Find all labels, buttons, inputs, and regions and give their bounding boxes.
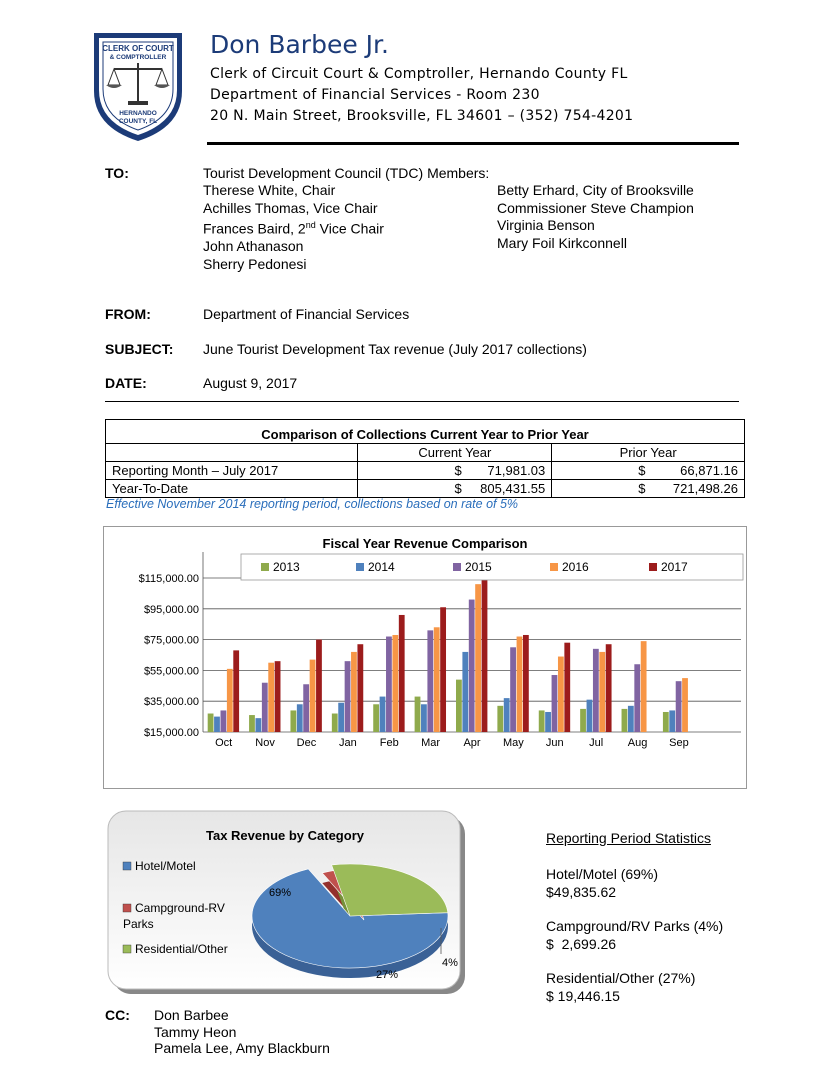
letterhead-divider: [207, 142, 739, 145]
legend-label: 2015: [465, 560, 492, 574]
pie-legend-swatch: [123, 862, 131, 870]
pie-label: 27%: [375, 969, 399, 981]
table-row: [106, 462, 745, 480]
pie-label: 4%: [442, 957, 458, 969]
y-tick-label: $115,000.00: [138, 573, 199, 585]
bar-2016-Jan: [351, 652, 357, 732]
member: Therese White, Chair: [203, 182, 336, 198]
bar-2015-Mar: [427, 630, 433, 732]
comparison-title: Comparison of Collections Current Year to Prior Year: [106, 420, 745, 444]
bar-2014-Jul: [587, 700, 593, 732]
table-row: [106, 480, 745, 498]
y-tick-label: $35,000.00: [143, 696, 199, 709]
cc-label: CC:: [105, 1007, 130, 1023]
prior-cell: $ 721,498.26: [552, 480, 745, 498]
bar-2015-Sep: [676, 681, 682, 732]
bar-2017-Oct: [233, 650, 239, 732]
bar-2016-Oct: [227, 669, 233, 732]
bar-2015-Aug: [634, 664, 640, 732]
from-value: Department of Financial Services: [203, 306, 410, 322]
stat-value: $ 19,446.15: [546, 987, 620, 1004]
stat-value: $ 2,699.26: [546, 935, 617, 952]
legend-label: 2016: [562, 560, 589, 574]
bar-2016-Nov: [268, 663, 274, 732]
bar-2014-Aug: [628, 706, 634, 732]
bar-2017-Nov: [275, 661, 281, 732]
row-label: Reporting Month – July 2017: [106, 462, 358, 480]
stat-residential: [546, 970, 695, 1005]
bar-2016-Aug: [641, 641, 647, 732]
legend-swatch: [550, 563, 558, 571]
legend-swatch: [261, 563, 269, 571]
clerk-name: Don Barbee Jr.: [210, 30, 389, 59]
bar-2017-Jun: [564, 643, 570, 732]
stats-heading: Reporting Period Statistics: [546, 830, 711, 846]
bar-2014-Oct: [214, 717, 220, 732]
bar-2013-Oct: [208, 714, 214, 732]
bar-2014-Jun: [545, 712, 551, 732]
bar-2015-Oct: [220, 710, 226, 732]
department-line: Department of Financial Services - Room 230: [210, 87, 540, 103]
bar-2013-Jun: [539, 710, 545, 732]
pie-label: 69%: [268, 887, 292, 899]
svg-text:CLERK OF COURT: CLERK OF COURT: [102, 44, 174, 53]
x-tick-label: Feb: [379, 737, 399, 749]
x-tick-label: Dec: [296, 737, 317, 749]
bar-2017-Jul: [606, 644, 612, 732]
bar-2015-May: [510, 647, 516, 732]
row-label: Year-To-Date: [106, 480, 358, 498]
member: Mary Foil Kirkconnell: [497, 234, 627, 251]
legend-swatch: [453, 563, 461, 571]
to-label: TO:: [105, 165, 129, 181]
stat-value: $49,835.62: [546, 883, 617, 900]
col-prior-year: Prior Year: [552, 444, 745, 462]
to-heading: Tourist Development Council (TDC) Members:: [203, 165, 490, 181]
bar-2013-Nov: [249, 715, 255, 732]
rate-note: Effective November 2014 reporting period, collections based on rate of 5%: [106, 497, 519, 511]
bar-2015-Dec: [303, 684, 309, 732]
x-tick-label: Jan: [338, 737, 357, 749]
svg-text:HERNANDO: HERNANDO: [119, 110, 157, 117]
x-tick-label: Mar: [421, 737, 441, 749]
bar-2017-Apr: [482, 578, 488, 732]
x-tick-label: Jun: [545, 737, 564, 749]
bar-2017-May: [523, 635, 529, 732]
bar-2013-Apr: [456, 680, 462, 732]
legend-swatch: [649, 563, 657, 571]
bar-2015-Jan: [345, 661, 351, 732]
bar-2014-Nov: [255, 718, 261, 732]
stat-label: Campground/RV Parks (4%): [546, 918, 724, 934]
member: Virginia Benson: [497, 217, 595, 233]
col-current-year: Current Year: [358, 444, 552, 462]
pie-legend-label: Residential/Other: [135, 942, 228, 956]
y-tick-label: $75,000.00: [143, 634, 199, 647]
svg-text:COUNTY, FL: COUNTY, FL: [118, 118, 158, 125]
x-tick-label: Oct: [215, 737, 233, 749]
y-tick-label: $55,000.00: [143, 665, 199, 678]
bar-2014-Mar: [421, 704, 427, 732]
stat-label: Residential/Other (27%): [546, 970, 696, 986]
address-line: 20 N. Main Street, Brooksville, FL 34601 – (352) 754-4201: [210, 108, 634, 124]
tax-revenue-pie-chart: [105, 808, 470, 998]
bar-2017-Jan: [357, 644, 363, 732]
bar-2016-Jun: [558, 657, 564, 732]
pie-legend-label: Campground-RV: [135, 901, 225, 915]
legend-label: 2013: [273, 560, 300, 574]
member: Betty Erhard, City of Brooksville: [497, 182, 694, 198]
bar-2016-Jul: [599, 652, 605, 732]
bar-2016-Sep: [682, 678, 688, 732]
stat-hotel: [546, 866, 658, 901]
bar-2015-Jun: [552, 675, 558, 732]
date-label: DATE:: [105, 375, 147, 391]
members-left: [203, 182, 384, 273]
member: Achilles Thomas, Vice Chair: [203, 199, 378, 216]
bar-2015-Nov: [262, 683, 268, 732]
bar-2014-May: [504, 698, 510, 732]
clerk-title: Clerk of Circuit Court & Comptroller, Hernando County FL: [210, 66, 628, 82]
stat-campground: [546, 918, 723, 953]
member: Sherry Pedonesi: [203, 255, 307, 272]
bar-2013-Mar: [415, 697, 421, 732]
subject-label: SUBJECT:: [105, 341, 174, 357]
legend-label: 2014: [368, 560, 395, 574]
pie-legend-swatch: [123, 904, 131, 912]
bar-2017-Mar: [440, 607, 446, 732]
bar-2016-Dec: [310, 660, 316, 732]
member: Commissioner Steve Champion: [497, 199, 694, 216]
bar-2017-Feb: [399, 615, 405, 732]
x-tick-label: Apr: [463, 737, 481, 749]
bar-2014-Sep: [669, 710, 675, 732]
memo-divider: [105, 401, 739, 402]
bar-2013-Sep: [663, 712, 669, 732]
bar-2014-Apr: [462, 652, 468, 732]
current-cell: $ 805,431.55: [358, 480, 552, 498]
x-tick-label: Jul: [589, 737, 604, 749]
legend-label: 2017: [661, 560, 688, 574]
member: John Athanason: [203, 238, 304, 255]
pie-title: Tax Revenue by Category: [206, 828, 364, 843]
fiscal-year-revenue-chart: [103, 526, 747, 789]
bar-2016-Mar: [434, 627, 440, 732]
from-label: FROM:: [105, 306, 151, 322]
bar-2015-Feb: [386, 637, 392, 732]
cc-name: Don Barbee: [154, 1007, 229, 1023]
date-value: August 9, 2017: [203, 375, 298, 391]
stat-label: Hotel/Motel (69%): [546, 866, 659, 882]
bar-2013-Dec: [290, 710, 296, 732]
bar-2017-Dec: [316, 640, 322, 732]
county-seal-logo: [88, 27, 188, 145]
comparison-table: [105, 419, 745, 498]
bar-2016-Apr: [475, 584, 481, 732]
x-tick-label: Nov: [255, 737, 275, 749]
table-header-blank: [106, 444, 358, 462]
pie-legend-swatch: [123, 945, 131, 953]
bar-2013-May: [497, 706, 503, 732]
current-cell: $ 71,981.03: [358, 462, 552, 480]
bar-2014-Feb: [380, 697, 386, 732]
svg-text:& COMPTROLLER: & COMPTROLLER: [109, 54, 167, 61]
legend-swatch: [356, 563, 364, 571]
bar-2013-Feb: [373, 704, 379, 732]
y-tick-label: $15,000.00: [143, 727, 199, 739]
chart-title: Fiscal Year Revenue Comparison: [322, 536, 528, 551]
pie-legend-label: Hotel/Motel: [135, 859, 196, 873]
bar-2016-Feb: [392, 635, 398, 732]
y-tick-label: $95,000.00: [143, 603, 199, 616]
bar-2014-Dec: [297, 704, 303, 732]
members-right: [497, 182, 694, 252]
cc-name: Pamela Lee, Amy Blackburn: [154, 1040, 330, 1056]
x-tick-label: Aug: [627, 737, 648, 749]
pie-legend-label: Parks: [123, 917, 154, 931]
x-tick-label: May: [502, 737, 524, 749]
bar-2015-Jul: [593, 649, 599, 732]
x-tick-label: Sep: [669, 737, 689, 749]
bar-2013-Jul: [580, 709, 586, 732]
bar-2013-Aug: [622, 709, 628, 732]
bar-2013-Jan: [332, 714, 338, 732]
subject-value: June Tourist Development Tax revenue (July 2017 collections): [203, 341, 587, 357]
cc-list: [154, 1007, 330, 1057]
bar-2015-Apr: [469, 600, 475, 732]
cc-name: Tammy Heon: [154, 1023, 237, 1040]
prior-cell: $ 66,871.16: [552, 462, 745, 480]
bar-2016-May: [517, 637, 523, 732]
bar-2014-Jan: [338, 703, 344, 732]
member: Frances Baird, 2nd Vice Chair: [203, 220, 384, 237]
